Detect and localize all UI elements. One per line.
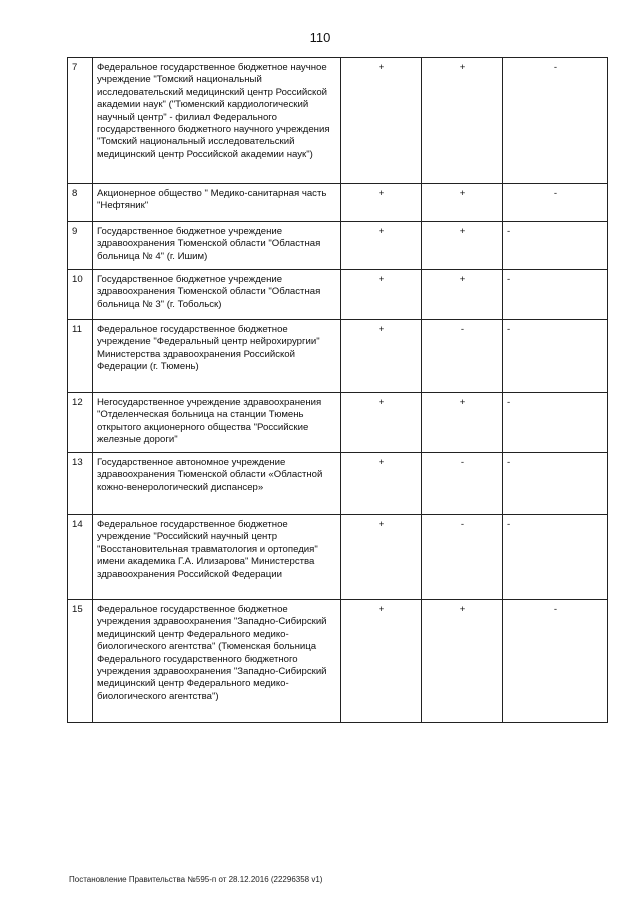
institution-name: Федеральное государственное бюджетное учреждение "Федеральный центр нейрохирургии" Министерства здравоохранения Российской Федерации (г. Тюмень) — [93, 320, 341, 393]
mark-cell: + — [341, 58, 422, 184]
row-number: 10 — [68, 270, 93, 320]
page-number: 110 — [309, 30, 331, 45]
mark-cell: + — [341, 270, 422, 320]
mark-cell: - — [503, 222, 608, 270]
table-row — [68, 222, 608, 270]
mark-cell: + — [422, 270, 503, 320]
institution-name: Федеральное государственное бюджетное учреждение "Российский научный центр "Восстановительная травматология и ортопедия" имени академика Г.А. Илизарова" Министерства здравоохранения Российской Федерации — [93, 515, 341, 600]
mark-cell: + — [422, 600, 503, 723]
table-row — [68, 600, 608, 723]
mark-cell: + — [341, 600, 422, 723]
table-row — [68, 320, 608, 393]
table-row — [68, 453, 608, 515]
table-row — [68, 515, 608, 600]
mark-cell: + — [341, 515, 422, 600]
mark-cell: + — [341, 453, 422, 515]
mark-cell: - — [422, 320, 503, 393]
mark-cell: - — [422, 453, 503, 515]
mark-cell: - — [422, 515, 503, 600]
table-row — [68, 58, 608, 184]
institution-name: Акционерное общество " Медико-санитарная часть "Нефтяник" — [93, 184, 341, 222]
institutions-table — [67, 57, 608, 723]
mark-cell: + — [422, 58, 503, 184]
mark-cell: + — [422, 184, 503, 222]
mark-cell: - — [503, 600, 608, 723]
row-number: 13 — [68, 453, 93, 515]
row-number: 12 — [68, 393, 93, 453]
mark-cell: + — [341, 320, 422, 393]
row-number: 15 — [68, 600, 93, 723]
row-number: 9 — [68, 222, 93, 270]
row-number: 14 — [68, 515, 93, 600]
institution-name: Федеральное государственное бюджетное научное учреждение "Томский национальный исследовательский медицинский центр Российской академии наук" ("Тюменский кардиологический научный центр" - филиал Федерального государственного бюджетного научного учреждения "Томский национальный исследовательский медицинский центр Российской академии наук") — [93, 58, 341, 184]
row-number: 11 — [68, 320, 93, 393]
table-row — [68, 270, 608, 320]
mark-cell: - — [503, 453, 608, 515]
institution-name: Государственное бюджетное учреждение здравоохранения Тюменской области "Областная больница № 3" (г. Тобольск) — [93, 270, 341, 320]
mark-cell: - — [503, 393, 608, 453]
institution-name: Негосударственное учреждение здравоохранения "Отделенческая больница на станции Тюмень открытого акционерного общества "Российские железные дороги" — [93, 393, 341, 453]
institution-name: Федеральное государственное бюджетное учреждения здравоохранения "Западно-Сибирский медицинский центр Федерального медико-биологического агентства" (Тюменская больница Федерального государственного бюджетного учреждения здравоохранения "Западно-Сибирский медицинский центр Федерального медико-биологического агентства") — [93, 600, 341, 723]
institution-name: Государственное автономное учреждение здравоохранения Тюменской области «Областной кожно-венерологический диспансер» — [93, 453, 341, 515]
table-row — [68, 184, 608, 222]
mark-cell: - — [503, 184, 608, 222]
mark-cell: + — [341, 184, 422, 222]
table-row — [68, 393, 608, 453]
row-number: 8 — [68, 184, 93, 222]
document-footer: Постановление Правительства №595-п от 28.12.2016 (22296358 v1) — [69, 875, 323, 884]
mark-cell: - — [503, 58, 608, 184]
mark-cell: - — [503, 320, 608, 393]
mark-cell: + — [341, 393, 422, 453]
mark-cell: - — [503, 270, 608, 320]
mark-cell: + — [422, 393, 503, 453]
institution-name: Государственное бюджетное учреждение здравоохранения Тюменской области "Областная больница № 4" (г. Ишим) — [93, 222, 341, 270]
mark-cell: + — [422, 222, 503, 270]
row-number: 7 — [68, 58, 93, 184]
mark-cell: + — [341, 222, 422, 270]
mark-cell: - — [503, 515, 608, 600]
